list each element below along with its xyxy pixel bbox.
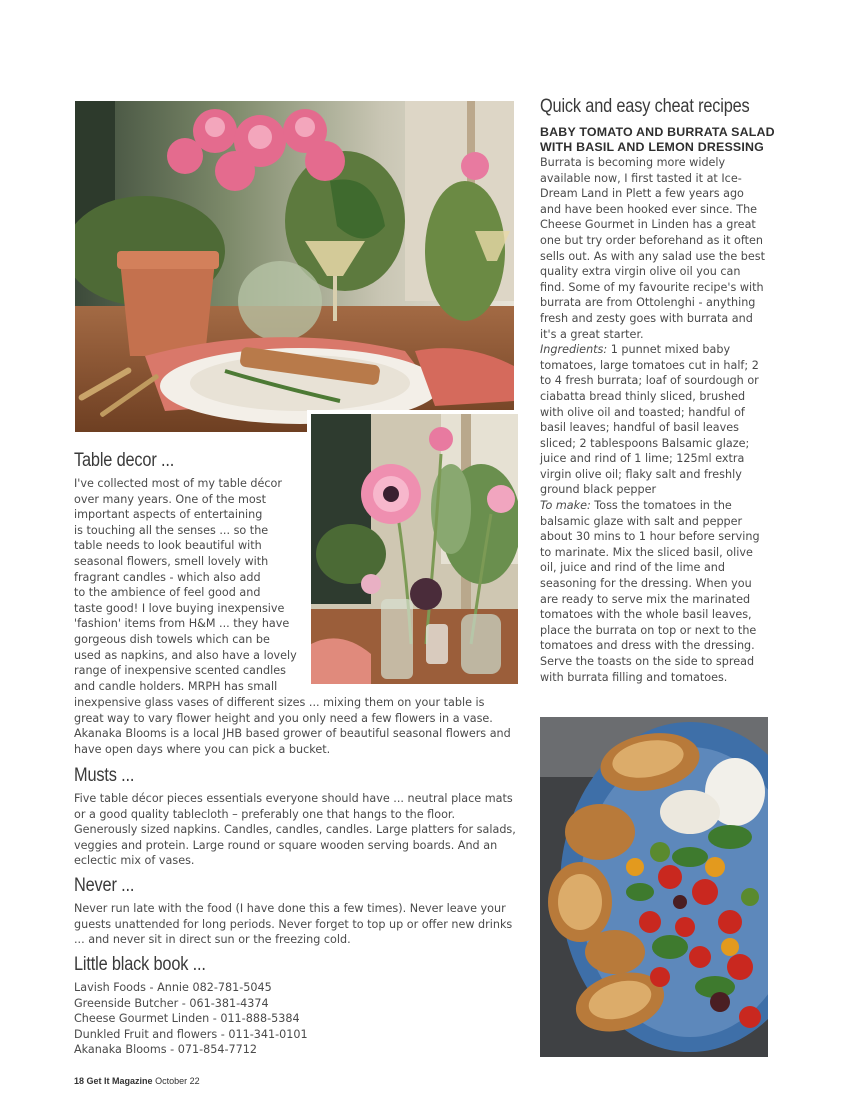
method-text: Toss the tomatoes in the balsamic glaze with salt and pepper about 30 mins to 1 hour before serving to marinate. Mix the sliced basil, olive oil, juice and rind of the lime and seasoning for the dressing. When you are ready to serve mix the marinated tomatoes with the whole basil leaves, place the burrata on top or next to the tomatoes and dress with the dressing. Serve the toasts on the side to spread with burrata filling and tomatoes. [540,499,760,684]
directory-entry: Akanaka Blooms - 071-854-7712 [74,1043,258,1057]
table-decor-line: range of inexpensive scented candles [74,664,286,678]
recipes-heading: Quick and easy cheat recipes [540,96,750,117]
magazine-name: Get It Magazine [86,1076,153,1086]
directory-entry: Dunkled Fruit and flowers - 011-341-0101 [74,1027,308,1041]
directory-entry: Cheese Gourmet Linden - 011-888-5384 [74,1012,300,1026]
table-decor-line: used as napkins, and also have a lovely [74,648,297,662]
table-decor-line: taste good! I love buying inexpensive [74,601,285,615]
table-decor-line: to the ambience of feel good and [74,586,261,600]
table-decor-body [74,476,306,694]
table-decor-line: 'fashion' items from H&M ... they have [74,617,290,631]
recipe-ingredients [540,342,768,498]
table-decor-continuation: inexpensive glass vases of different sizes ... mixing them on your table is great way to vary flower height and you only need a few flowers in a vase. Akanaka Blooms is a local JHB based grower of beautiful seasonal flowers and have open days where you can pick a bucket. [74,696,511,756]
table-decor-line: I've collected most of my table décor [74,477,283,490]
table-decor-line: important aspects of entertaining [74,508,263,522]
recipe-intro: Burrata is becoming more widely available now, I first tasted it at Ice-Dream Land in Plett a few years ago and have been hooked ever since. The Cheese Gourmet in Linden has a great one but try order beforehand as it often sells out. As with any salad use the best quality extra virgin olive oil you can find. Some of my favourite recipe's with burrata are from Ottolenghi - anything fresh and zesty goes with burrata and it's a great starter. [540,156,765,341]
recipe-title-line-1: BABY TOMATO AND BURRATA SALAD [540,125,775,139]
anemone-vase-photo-frame [307,410,522,688]
recipe-title [540,125,780,155]
never-heading: Never ... [74,875,135,896]
recipe-method [540,498,768,685]
anemone-vase-photo [311,414,518,684]
method-label: To make: [540,499,591,513]
table-decor-heading: Table decor ... [74,450,175,471]
black-book-list [74,980,374,1058]
directory-entry: Lavish Foods - Annie 082-781-5045 [74,981,272,994]
musts-heading: Musts ... [74,765,135,786]
table-decor-line: fragrant candles - which also add [74,570,261,584]
never-body: Never run late with the food (I have done this a few times). Never leave your guests unattended for long periods. Never forget to top up or offer new drinks ... and never sit in direct sun or the freezing cold. [74,902,513,947]
directory-entry: Greenside Butcher - 061-381-4374 [74,996,269,1010]
ingredients-text: 1 punnet mixed baby tomatoes, large tomatoes cut in half; 2 to 4 fresh burrata; loaf of sourdough or ciabatta bread thinly sliced, brushed with olive oil and toasted; handful of basil leaves; handful of basil leaves sliced; 2 tablespoons Balsamic glaze; juice and rind of 1 lime; 125ml extra virgin olive oil; flaky salt and freshly ground black pepper [540,343,759,497]
musts-body: Five table décor pieces essentials everyone should have ... neutral place mats or a good quality tablecloth – preferably one that hangs to the floor. Generously sized napkins. Candles, candles, candles. Large platters for salads, veggies and protein. Large round or square wooden serving boards. And an eclectic mix of vases. [74,792,516,868]
table-decor-line: gorgeous dish towels which can be [74,632,270,646]
burrata-salad-photo [540,717,768,1057]
black-book-heading: Little black book ... [74,954,206,975]
table-decor-line: seasonal flowers, smell lovely with [74,554,269,568]
table-decor-line: table needs to look beautiful with [74,539,262,553]
ingredients-label: Ingredients: [540,343,608,357]
issue-date: October 22 [155,1076,200,1086]
recipe-title-line-2: WITH BASIL AND LEMON DRESSING [540,140,765,154]
recipe-body [540,155,768,685]
page-footer [74,1076,200,1086]
page-number: 18 [74,1076,85,1086]
table-decor-line: is touching all the senses ... so the [74,523,269,537]
table-decor-line: over many years. One of the most [74,492,266,506]
table-setting-photo [75,101,514,432]
table-decor-line: and candle holders. MRPH has small [74,679,278,693]
